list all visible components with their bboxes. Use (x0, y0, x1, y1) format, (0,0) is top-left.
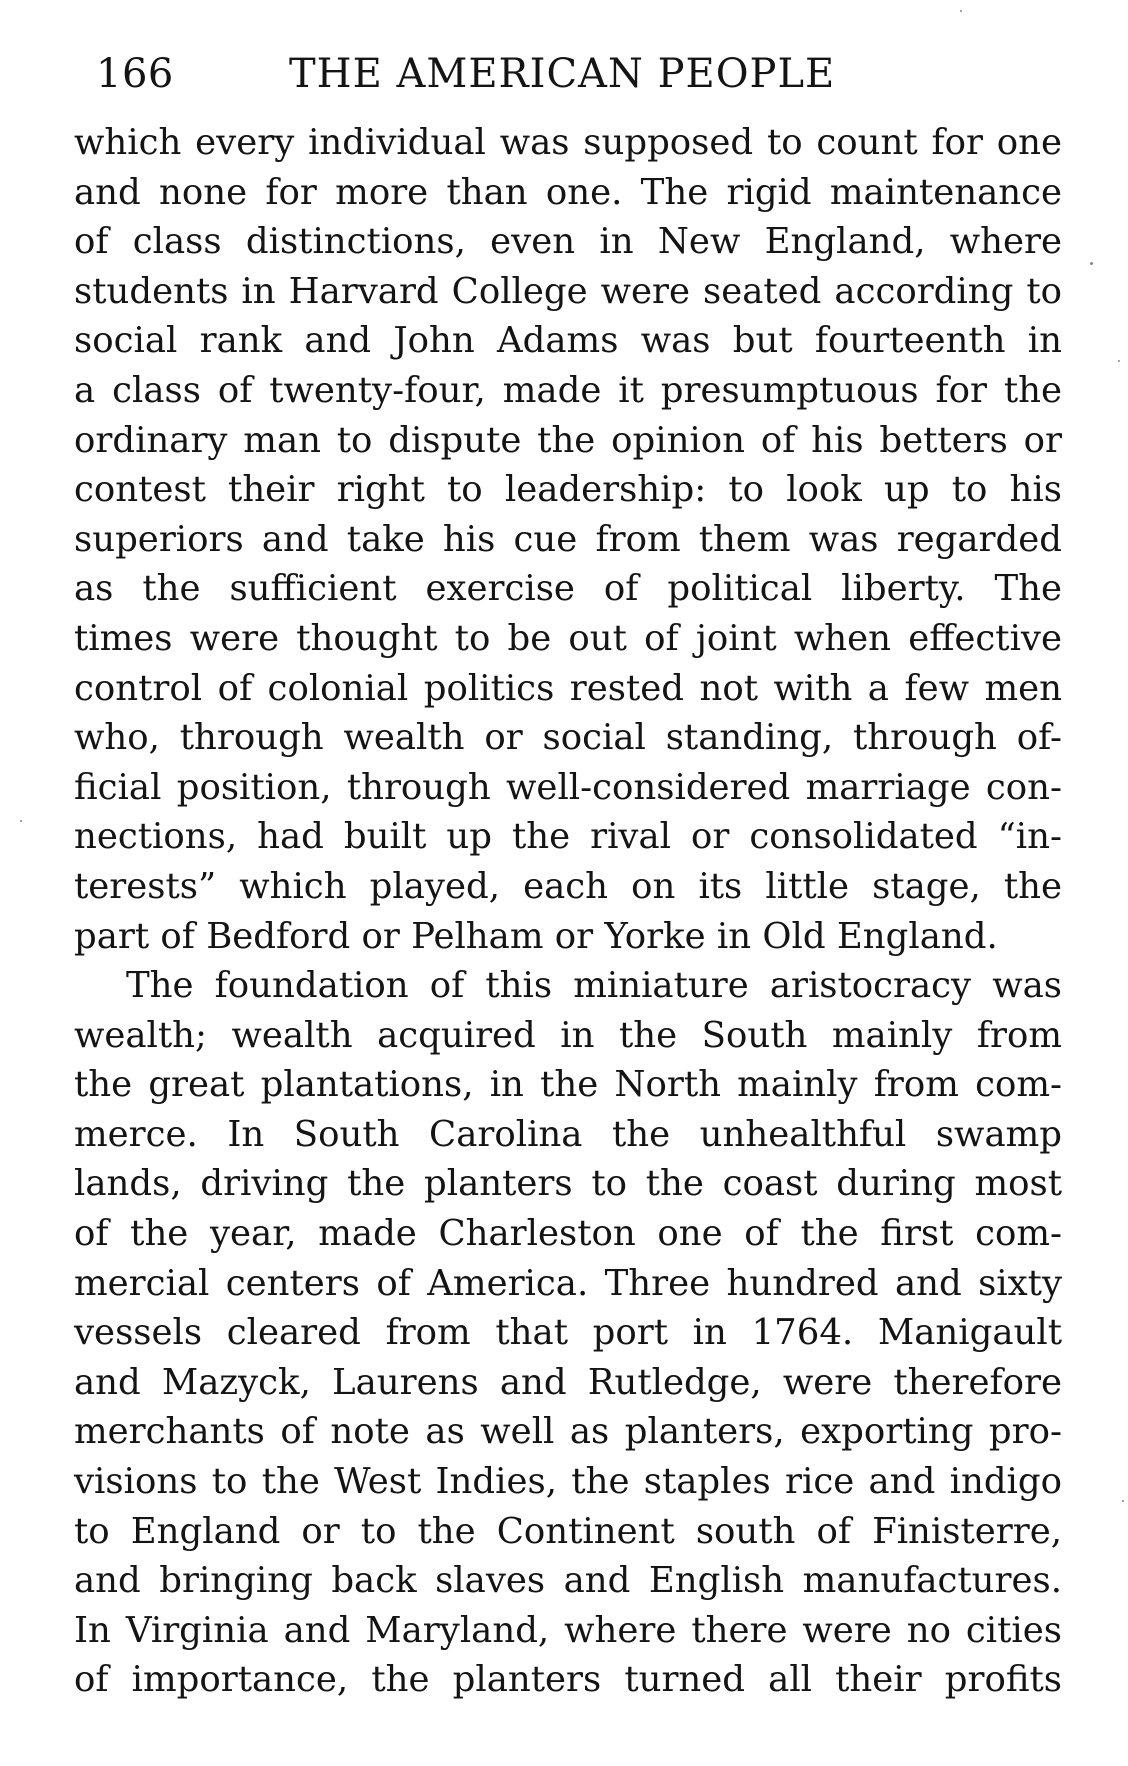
text-line: as the sufficient exercise of political liberty. The (74, 568, 1062, 610)
text-line: merce. In South Carolina the unhealthful swamp (74, 1113, 1062, 1155)
text-line: contest their right to leadership: to look up to his (74, 469, 1062, 511)
text-line: and Mazyck, Laurens and Rutledge, were therefore (74, 1361, 1062, 1403)
text-line: of class distinctions, even in New England, where (74, 221, 1062, 263)
text-line: which every individual was supposed to count for one (74, 122, 1062, 163)
scan-speck (1118, 360, 1120, 362)
text-line: control of colonial politics rested not with a few men (74, 667, 1062, 709)
paragraph-start-line: The foundation of this miniature aristocracy was (126, 965, 1062, 1007)
text-line: ficial position, through well-considered marriage con- (74, 766, 1062, 808)
text-line: In Virginia and Maryland, where there were no cities (74, 1609, 1062, 1651)
text-line: of the year, made Charleston one of the first com- (74, 1213, 1062, 1255)
text-line: a class of twenty-four, made it presumptuous for the (74, 369, 1062, 411)
scan-speck (960, 10, 962, 12)
running-head (96, 44, 996, 104)
text-line: lands, driving the planters to the coast during most (74, 1163, 1062, 1205)
text-line: vessels cleared from that port in 1764. Manigault (74, 1312, 1062, 1354)
scan-speck (20, 820, 22, 822)
text-line: ordinary man to dispute the opinion of his betters or (74, 419, 1062, 461)
scan-speck (1122, 1500, 1124, 1502)
text-line: wealth; wealth acquired in the South mainly from (74, 1014, 1062, 1056)
text-line: students in Harvard College were seated according to (74, 270, 1062, 312)
paragraph-end-line: part of Bedford or Pelham or Yorke in Old England. (74, 915, 998, 957)
text-line: and bringing back slaves and English manufactures. (74, 1560, 1062, 1602)
text-line: times were thought to be out of joint when effective (74, 617, 1062, 659)
body-text (74, 118, 1062, 1705)
scan-speck (1090, 262, 1093, 265)
text-line: merchants of note as well as planters, exporting pro- (74, 1411, 1062, 1453)
page-number: 166 (96, 51, 174, 97)
text-line: visions to the West Indies, the staples rice and indigo (74, 1461, 1062, 1503)
text-line: mercial centers of America. Three hundred and sixty (74, 1262, 1062, 1304)
text-line: to England or to the Continent south of Finisterre, (74, 1510, 1062, 1552)
text-line: terests” which played, each on its little stage, the (74, 865, 1062, 907)
text-line: social rank and John Adams was but fourteenth in (74, 320, 1062, 362)
text-line: the great plantations, in the North mainly from com- (74, 1064, 1062, 1106)
text-line: superiors and take his cue from them was regarded (74, 518, 1062, 560)
text-line: of importance, the planters turned all their profits (74, 1659, 1062, 1701)
text-line: nections, had built up the rival or consolidated “in- (74, 816, 1062, 858)
text-line: and none for more than one. The rigid maintenance (74, 171, 1062, 213)
running-title: THE AMERICAN PEOPLE (289, 51, 836, 97)
text-line: who, through wealth or social standing, through of- (74, 717, 1062, 759)
